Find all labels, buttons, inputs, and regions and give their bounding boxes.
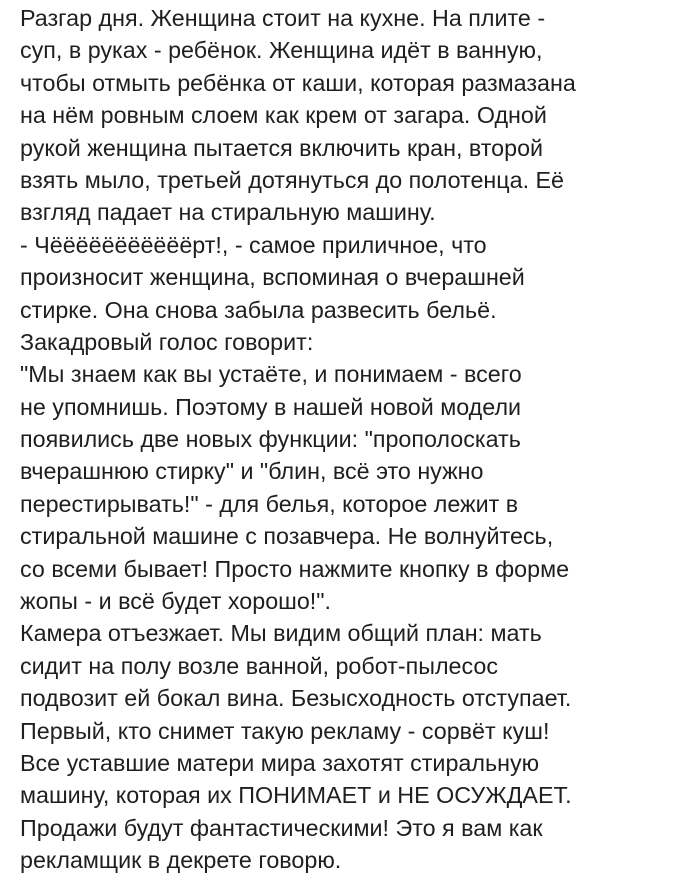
post-line: "Мы знаем как вы устаёте, и понимаем - всего [20, 361, 522, 388]
post-line: не упомнишь. Поэтому в нашей новой модели [20, 393, 522, 420]
post-line: на нём ровным слоем как крем от загара. Одной [20, 102, 547, 129]
post-line: взять мыло, третьей дотянуться до полотенца. Её [20, 166, 565, 193]
post-line: Все уставшие матери мира захотят стиральную [20, 749, 540, 776]
post-line: Камера отъезжает. Мы видим общий план: мать [20, 620, 542, 647]
post-line: сидит на полу возле ванной, робот-пылесос [20, 652, 499, 679]
post-line: Первый, кто снимет такую рекламу - сорвёт куш! [20, 717, 550, 744]
post-line: взгляд падает на стиральную машину. [20, 199, 436, 226]
post-line: суп, в руках - ребёнок. Женщина идёт в ванную, [20, 37, 543, 64]
post-line: появились две новых функции: "прополоскать [20, 426, 521, 453]
post-line: Продажи будут фантастическими! Это я вам как [20, 814, 543, 841]
post-line: Закадровый голос говорит: [20, 328, 314, 355]
post-line: произносит женщина, вспоминая о вчерашней [20, 264, 525, 291]
post-line: перестирывать!" - для белья, которое лежит в [20, 490, 519, 517]
post-line: рекламщик в декрете говорю. [20, 847, 342, 874]
post-line: подвозит ей бокал вина. Безысходность отступает. [20, 685, 572, 712]
post-line: Разгар дня. Женщина стоит на кухне. На плите - [20, 5, 546, 31]
post-line: рукой женщина пытается включить кран, второй [20, 134, 544, 161]
post-line: - Чёёёёёёёёёёёрт!, - самое приличное, что [20, 231, 487, 258]
post-line: вчерашнюю стирку" и "блин, всё это нужно [20, 458, 484, 485]
post-line: жопы - и всё будет хорошо!". [20, 588, 332, 615]
post-line: чтобы отмыть ребёнка от каши, которая размазана [20, 69, 576, 96]
post-line: стиральной машине с позавчера. Не волнуйтесь, [20, 523, 554, 550]
post-line: стирке. Она снова забыла развесить бельё. [20, 296, 497, 323]
post-line: машину, которая их ПОНИМАЕТ и НЕ ОСУЖДАЕТ. [20, 782, 572, 809]
post-line: со всеми бывает! Просто нажмите кнопку в форме [20, 555, 570, 582]
